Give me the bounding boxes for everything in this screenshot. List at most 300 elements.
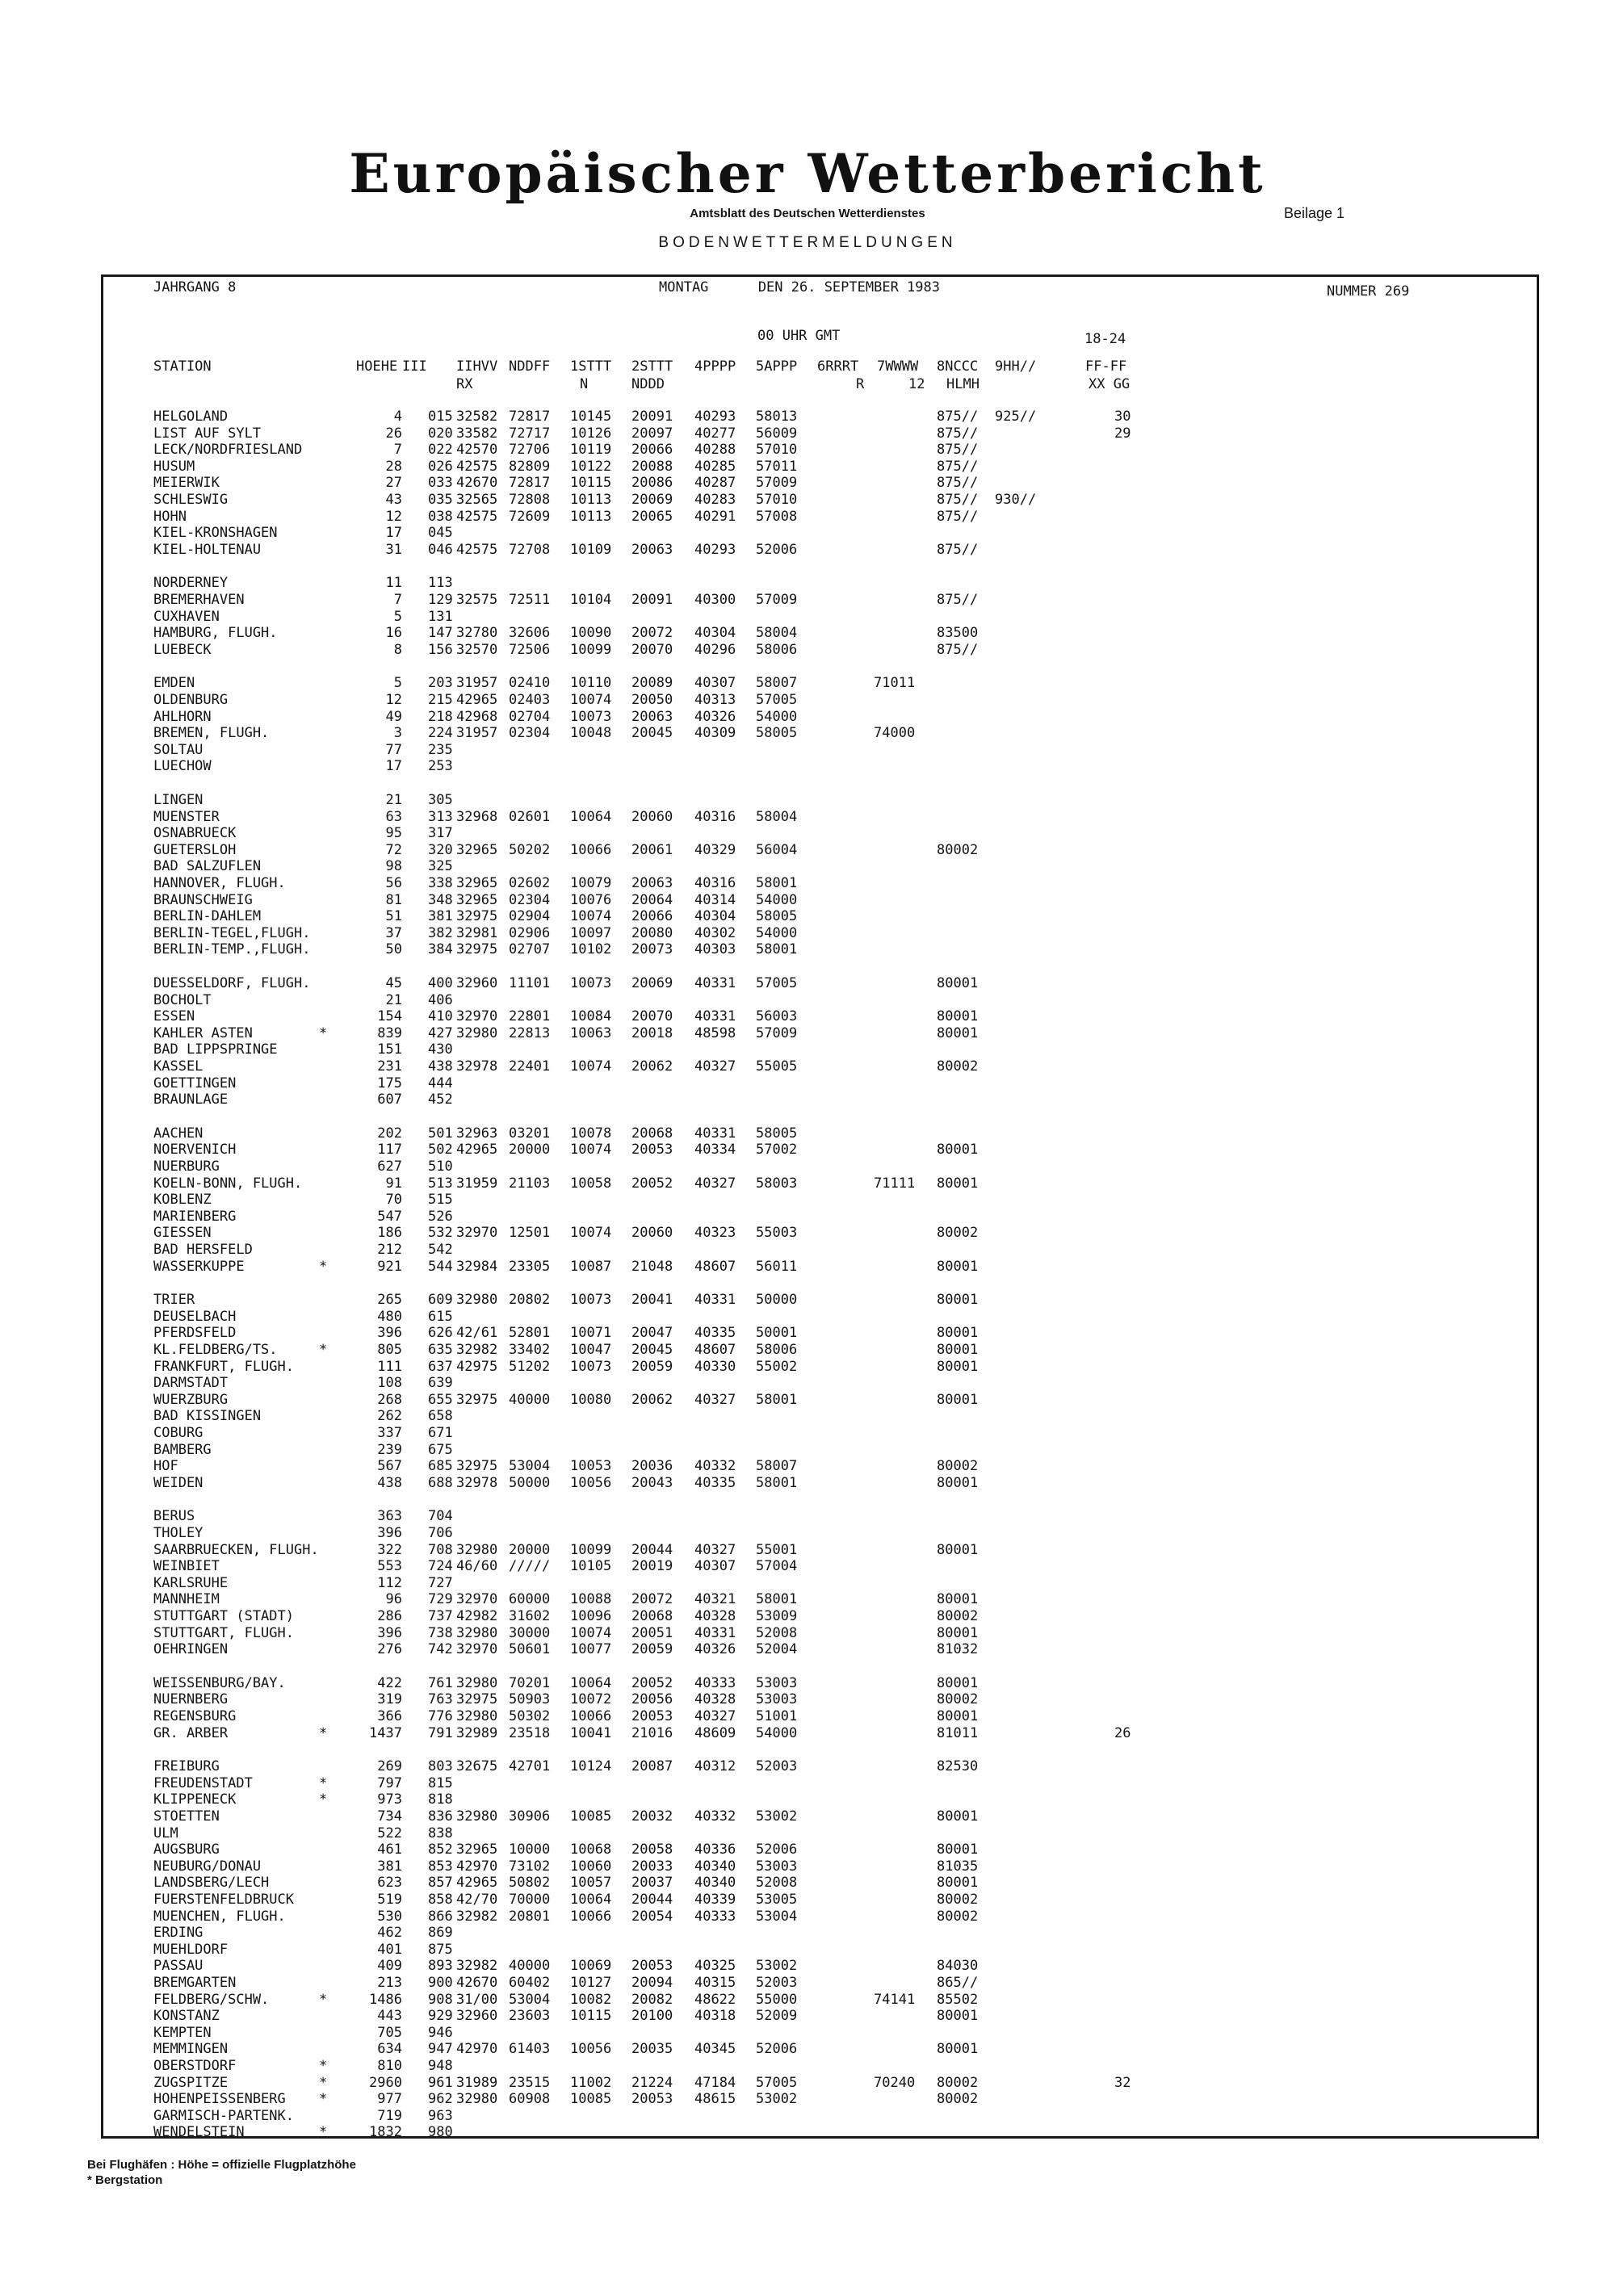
table-cell: 319 (377, 1691, 402, 1708)
station-name: KOBLENZ (153, 1192, 212, 1209)
table-cell: 40333 (694, 1908, 736, 1925)
table-cell: 42965 (456, 1142, 498, 1158)
table-cell: 52006 (756, 2041, 798, 2058)
table-cell: 639 (428, 1375, 453, 1392)
table-row (0, 1591, 1615, 1607)
table-cell: 40339 (694, 1892, 736, 1908)
station-name: HOF (153, 1458, 178, 1475)
station-name: KIEL-HOLTENAU (153, 541, 262, 558)
table-row (0, 1008, 1615, 1024)
station-name: BREMEN, FLUGH. (153, 725, 270, 742)
beilage-label: Beilage 1 (1284, 205, 1345, 221)
table-cell: 946 (428, 2024, 453, 2041)
table-cell: 1832 (369, 2124, 402, 2141)
table-cell: 704 (428, 1508, 453, 1525)
table-cell: 74141 (874, 1991, 916, 2008)
station-name: BAD LIPPSPRINGE (153, 1041, 278, 1058)
table-cell: 40288 (694, 442, 736, 459)
table-row (0, 1375, 1615, 1391)
table-row (0, 1958, 1615, 1974)
table-cell: 626 (428, 1325, 453, 1342)
table-cell: 42982 (456, 1608, 498, 1624)
station-name: BERUS (153, 1508, 195, 1525)
table-cell: 20066 (631, 442, 673, 459)
table-cell: 231 (377, 1058, 402, 1075)
table-cell: 20050 (631, 692, 673, 708)
table-row (0, 1775, 1615, 1791)
table-row (0, 975, 1615, 991)
table-cell: 52003 (756, 1758, 798, 1775)
table-cell: 40312 (694, 1758, 736, 1775)
station-name: SOLTAU (153, 741, 203, 758)
table-cell: 29 (1114, 425, 1131, 442)
table-cell: 42570 (456, 442, 498, 459)
table-cell: 286 (377, 1608, 402, 1624)
table-cell: 58001 (756, 1591, 798, 1608)
table-cell: 40325 (694, 1958, 736, 1975)
table-row (0, 409, 1615, 425)
table-cell: 10113 (570, 508, 612, 525)
table-cell: 56004 (756, 841, 798, 858)
table-cell: 430 (428, 1041, 453, 1058)
table-cell: 675 (428, 1441, 453, 1458)
table-cell: 57010 (756, 442, 798, 459)
table-cell: 742 (428, 1641, 453, 1658)
table-cell: 875// (937, 492, 979, 508)
table-cell: 313 (428, 808, 453, 825)
station-name: KAHLER ASTEN (153, 1024, 253, 1041)
table-cell: 406 (428, 991, 453, 1008)
table-cell: 48607 (694, 1342, 736, 1358)
station-name: NORDERNEY (153, 575, 229, 592)
table-cell: 875// (937, 508, 979, 525)
table-cell: 40334 (694, 1142, 736, 1158)
table-row (0, 1691, 1615, 1707)
table-cell: 32975 (456, 1391, 498, 1408)
table-cell: 776 (428, 1708, 453, 1724)
table-cell: 80002 (937, 1892, 979, 1908)
table-cell: 40331 (694, 1624, 736, 1641)
table-cell: 046 (428, 541, 453, 558)
table-cell: 33582 (456, 425, 498, 442)
table-cell: 20053 (631, 1958, 673, 1975)
table-cell: ///// (509, 1558, 551, 1575)
table-cell: 32582 (456, 409, 498, 425)
table-cell: 52004 (756, 1641, 798, 1658)
table-cell: 80001 (937, 1024, 979, 1041)
table-cell: 035 (428, 492, 453, 508)
table-cell: 20051 (631, 1624, 673, 1641)
table-cell: 58005 (756, 725, 798, 742)
table-cell: 20091 (631, 592, 673, 608)
table-cell: 396 (377, 1525, 402, 1541)
table-cell: 737 (428, 1608, 453, 1624)
table-cell: 57002 (756, 1142, 798, 1158)
table-cell: 40000 (509, 1958, 551, 1975)
table-cell: 567 (377, 1458, 402, 1475)
table-cell: 10090 (570, 625, 612, 642)
table-cell: 58003 (756, 1175, 798, 1192)
table-cell: 20036 (631, 1458, 673, 1475)
table-row (0, 1841, 1615, 1858)
table-cell: 48622 (694, 1991, 736, 2008)
table-cell: 156 (428, 641, 453, 658)
table-cell: 32970 (456, 1591, 498, 1608)
table-cell: 422 (377, 1674, 402, 1691)
table-cell: 17 (385, 758, 402, 775)
table-row (0, 575, 1615, 591)
table-row (0, 542, 1615, 558)
table-row (0, 2108, 1615, 2124)
table-cell: 53004 (509, 1458, 551, 1475)
table-row (0, 525, 1615, 541)
table-cell: 40335 (694, 1474, 736, 1491)
table-cell: 810 (377, 2058, 402, 2074)
table-cell: 348 (428, 891, 453, 908)
table-cell: 4 (393, 409, 402, 425)
mountain-marker: * (319, 2124, 328, 2141)
table-cell: 55002 (756, 1358, 798, 1375)
table-row (0, 1058, 1615, 1075)
table-cell: 10066 (570, 1908, 612, 1925)
table-cell: 20052 (631, 1674, 673, 1691)
station-name: KARLSRUHE (153, 1574, 229, 1591)
table-cell: 32980 (456, 2091, 498, 2108)
table-cell: 57010 (756, 492, 798, 508)
table-row (0, 1158, 1615, 1175)
table-row (0, 1908, 1615, 1925)
table-cell: 80002 (937, 2091, 979, 2108)
table-cell: 80002 (937, 1608, 979, 1624)
table-cell: 52006 (756, 541, 798, 558)
table-cell: 20068 (631, 1125, 673, 1142)
table-cell: 20072 (631, 625, 673, 642)
table-cell: 40296 (694, 641, 736, 658)
table-cell: 40304 (694, 625, 736, 642)
table-cell: 607 (377, 1091, 402, 1108)
station-name: BREMERHAVEN (153, 592, 245, 608)
footnote-airport: Bei Flughäfen : Höhe = offizielle Flugplatzhöhe (87, 2158, 356, 2172)
table-cell: 20063 (631, 708, 673, 725)
station-name: AUGSBURG (153, 1841, 220, 1858)
table-cell: 32965 (456, 875, 498, 891)
table-cell: 20062 (631, 1058, 673, 1075)
table-cell: 761 (428, 1674, 453, 1691)
table-cell: 10069 (570, 1958, 612, 1975)
table-cell: 12501 (509, 1225, 551, 1242)
table-cell: 10074 (570, 908, 612, 925)
table-cell: 50903 (509, 1691, 551, 1708)
table-cell: 438 (428, 1058, 453, 1075)
table-cell: 32968 (456, 808, 498, 825)
table-row (0, 2025, 1615, 2041)
table-cell: 32970 (456, 1008, 498, 1025)
table-cell: 02906 (509, 924, 551, 941)
station-name: CUXHAVEN (153, 608, 220, 625)
table-cell: 10047 (570, 1342, 612, 1358)
column-header-cell: RX (456, 376, 473, 392)
table-row (0, 925, 1615, 941)
table-cell: 10073 (570, 1358, 612, 1375)
table-cell: 52801 (509, 1325, 551, 1342)
table-cell: 634 (377, 2041, 402, 2058)
station-name: THOLEY (153, 1525, 203, 1541)
table-row (0, 1725, 1615, 1741)
table-cell: 20063 (631, 541, 673, 558)
table-cell: 30 (1114, 409, 1131, 425)
table-cell: 410 (428, 1008, 453, 1025)
table-cell: 12 (385, 692, 402, 708)
table-cell: 32980 (456, 1708, 498, 1724)
table-row (0, 1875, 1615, 1891)
table-cell: 513 (428, 1175, 453, 1192)
table-row (0, 1791, 1615, 1808)
table-cell: 55000 (756, 1991, 798, 2008)
table-cell: 033 (428, 475, 453, 492)
table-cell: 10068 (570, 1841, 612, 1858)
table-cell: 10073 (570, 708, 612, 725)
table-cell: 26 (385, 425, 402, 442)
table-cell: 56011 (756, 1258, 798, 1275)
table-cell: 875// (937, 641, 979, 658)
table-cell: 72717 (509, 425, 551, 442)
station-name: WEISSENBURG/BAY. (153, 1674, 286, 1691)
table-cell: 20000 (509, 1541, 551, 1558)
station-name: KIEL-KRONSHAGEN (153, 525, 278, 542)
station-name: TRIER (153, 1292, 195, 1309)
mountain-marker: * (319, 1724, 328, 1741)
table-cell: 10102 (570, 941, 612, 958)
table-cell: 57011 (756, 458, 798, 475)
table-cell: 322 (377, 1541, 402, 1558)
table-cell: 10074 (570, 1142, 612, 1158)
table-row (0, 1575, 1615, 1591)
table-cell: 20064 (631, 891, 673, 908)
table-cell: 40313 (694, 692, 736, 708)
table-row (0, 692, 1615, 708)
column-header-cell: NDDD (631, 376, 665, 392)
table-cell: 11101 (509, 975, 551, 991)
table-cell: 42701 (509, 1758, 551, 1775)
table-cell: 40327 (694, 1391, 736, 1408)
table-cell: 381 (377, 1858, 402, 1875)
table-cell: 962 (428, 2091, 453, 2108)
table-cell: 10110 (570, 675, 612, 692)
table-cell: 80002 (937, 2074, 979, 2091)
table-cell: 627 (377, 1158, 402, 1175)
column-header-cell: NDDFF (509, 358, 551, 375)
table-cell: 80001 (937, 1808, 979, 1825)
table-cell: 20053 (631, 1708, 673, 1724)
station-name: BAD HERSFELD (153, 1242, 253, 1258)
table-row (0, 1359, 1615, 1375)
table-cell: 111 (377, 1358, 402, 1375)
table-cell: 262 (377, 1408, 402, 1425)
table-cell: 53009 (756, 1608, 798, 1624)
table-cell: 10115 (570, 2008, 612, 2025)
table-cell: 21016 (631, 1724, 673, 1741)
station-name: STUTTGART (STADT) (153, 1608, 294, 1624)
table-cell: 10127 (570, 1975, 612, 1991)
station-name: HAMBURG, FLUGH. (153, 625, 278, 642)
table-cell: 8 (393, 641, 402, 658)
table-cell: 658 (428, 1408, 453, 1425)
table-cell: 58001 (756, 875, 798, 891)
table-row (0, 1025, 1615, 1041)
table-cell: 02602 (509, 875, 551, 891)
station-name: MEMMINGEN (153, 2041, 229, 2058)
table-cell: 80001 (937, 1391, 979, 1408)
table-cell: 857 (428, 1875, 453, 1892)
table-cell: 186 (377, 1225, 402, 1242)
mountain-marker: * (319, 1342, 328, 1358)
station-name: PASSAU (153, 1958, 203, 1975)
column-header-cell: 4PPPP (694, 358, 736, 375)
table-cell: 42575 (456, 508, 498, 525)
table-cell: 81011 (937, 1724, 979, 1741)
table-row (0, 1641, 1615, 1657)
table-cell: 22813 (509, 1024, 551, 1041)
column-header-cell: 9HH// (995, 358, 1037, 375)
table-cell: 57009 (756, 1024, 798, 1041)
table-cell: 40328 (694, 1608, 736, 1624)
table-cell: 80001 (937, 2041, 979, 2058)
table-cell: 98 (385, 858, 402, 875)
table-cell: 112 (377, 1574, 402, 1591)
table-cell: 53002 (756, 2091, 798, 2108)
column-header-cell: 5APPP (756, 358, 798, 375)
table-row (0, 625, 1615, 641)
mountain-marker: * (319, 2058, 328, 2074)
table-cell: 10085 (570, 2091, 612, 2108)
table-cell: 502 (428, 1142, 453, 1158)
table-cell: 20045 (631, 1342, 673, 1358)
table-cell: 48598 (694, 1024, 736, 1041)
table-cell: 40331 (694, 1292, 736, 1309)
table-cell: 54000 (756, 924, 798, 941)
station-name: GR. ARBER (153, 1724, 229, 1741)
table-cell: 10088 (570, 1591, 612, 1608)
table-cell: 27 (385, 475, 402, 492)
table-row (0, 842, 1615, 858)
table-cell: 175 (377, 1075, 402, 1091)
table-cell: 10074 (570, 1225, 612, 1242)
table-cell: 40327 (694, 1708, 736, 1724)
table-cell: 547 (377, 1208, 402, 1225)
table-cell: 637 (428, 1358, 453, 1375)
table-cell: 40328 (694, 1691, 736, 1708)
table-cell: 875// (937, 475, 979, 492)
table-row (0, 1758, 1615, 1774)
table-cell: 02304 (509, 725, 551, 742)
table-cell: 20086 (631, 475, 673, 492)
table-cell: 963 (428, 2107, 453, 2124)
table-cell: 866 (428, 1908, 453, 1925)
table-cell: 40329 (694, 841, 736, 858)
table-cell: 32982 (456, 1342, 498, 1358)
table-cell: 10145 (570, 409, 612, 425)
column-header-cell: 1STTT (570, 358, 612, 375)
table-cell: 3 (393, 725, 402, 742)
table-cell: 623 (377, 1875, 402, 1892)
table-row (0, 492, 1615, 508)
table-cell: 57005 (756, 692, 798, 708)
table-cell: 10074 (570, 1624, 612, 1641)
table-cell: 526 (428, 1208, 453, 1225)
column-header-cell: 6RRRT (817, 358, 859, 375)
table-cell: 129 (428, 592, 453, 608)
table-cell: 40323 (694, 1225, 736, 1242)
table-cell: 10063 (570, 1024, 612, 1041)
station-name: ULM (153, 1825, 178, 1841)
table-row (0, 1408, 1615, 1424)
table-cell: 60402 (509, 1975, 551, 1991)
table-cell: 80001 (937, 1342, 979, 1358)
table-cell: 40332 (694, 1808, 736, 1825)
table-cell: 10097 (570, 924, 612, 941)
table-row (0, 1675, 1615, 1691)
table-cell: 10066 (570, 1708, 612, 1724)
station-name: KASSEL (153, 1058, 203, 1075)
table-cell: 10000 (509, 1841, 551, 1858)
table-cell: 20082 (631, 1991, 673, 2008)
table-cell: 530 (377, 1908, 402, 1925)
table-cell: 53003 (756, 1691, 798, 1708)
table-cell: 875// (937, 458, 979, 475)
table-cell: 22801 (509, 1008, 551, 1025)
table-cell: 20054 (631, 1908, 673, 1925)
table-row (0, 709, 1615, 725)
table-row (0, 1942, 1615, 1958)
table-row (0, 1542, 1615, 1558)
table-cell: 20094 (631, 1975, 673, 1991)
table-cell: 50302 (509, 1708, 551, 1724)
table-cell: 12 (385, 508, 402, 525)
table-cell: 72817 (509, 409, 551, 425)
table-cell: 519 (377, 1892, 402, 1908)
table-cell: 58007 (756, 675, 798, 692)
table-cell: 10124 (570, 1758, 612, 1775)
table-cell: 20061 (631, 841, 673, 858)
table-cell: 10058 (570, 1175, 612, 1192)
station-name: STOETTEN (153, 1808, 220, 1825)
column-header-cell: 2STTT (631, 358, 673, 375)
table-cell: 31959 (456, 1175, 498, 1192)
table-cell: 32965 (456, 891, 498, 908)
table-cell: 74000 (874, 725, 916, 742)
table-cell: 80002 (937, 841, 979, 858)
table-cell: 51202 (509, 1358, 551, 1375)
table-cell: 875// (937, 541, 979, 558)
table-cell: 32 (1114, 2074, 1131, 2091)
table-cell: 11002 (570, 2074, 612, 2091)
table-cell: 20059 (631, 1641, 673, 1658)
table-cell: 40316 (694, 808, 736, 825)
table-row (0, 941, 1615, 957)
table-cell: 58004 (756, 625, 798, 642)
table-cell: 10072 (570, 1691, 612, 1708)
table-cell: 20066 (631, 908, 673, 925)
station-name: NUERBURG (153, 1158, 220, 1175)
table-cell: 42/61 (456, 1325, 498, 1342)
table-cell: 427 (428, 1024, 453, 1041)
table-row (0, 509, 1615, 525)
table-cell: 724 (428, 1558, 453, 1575)
station-name: DUESSELDORF, FLUGH. (153, 975, 311, 991)
table-cell: 32989 (456, 1724, 498, 1741)
table-cell: 532 (428, 1225, 453, 1242)
column-header-cell: R (856, 376, 865, 392)
